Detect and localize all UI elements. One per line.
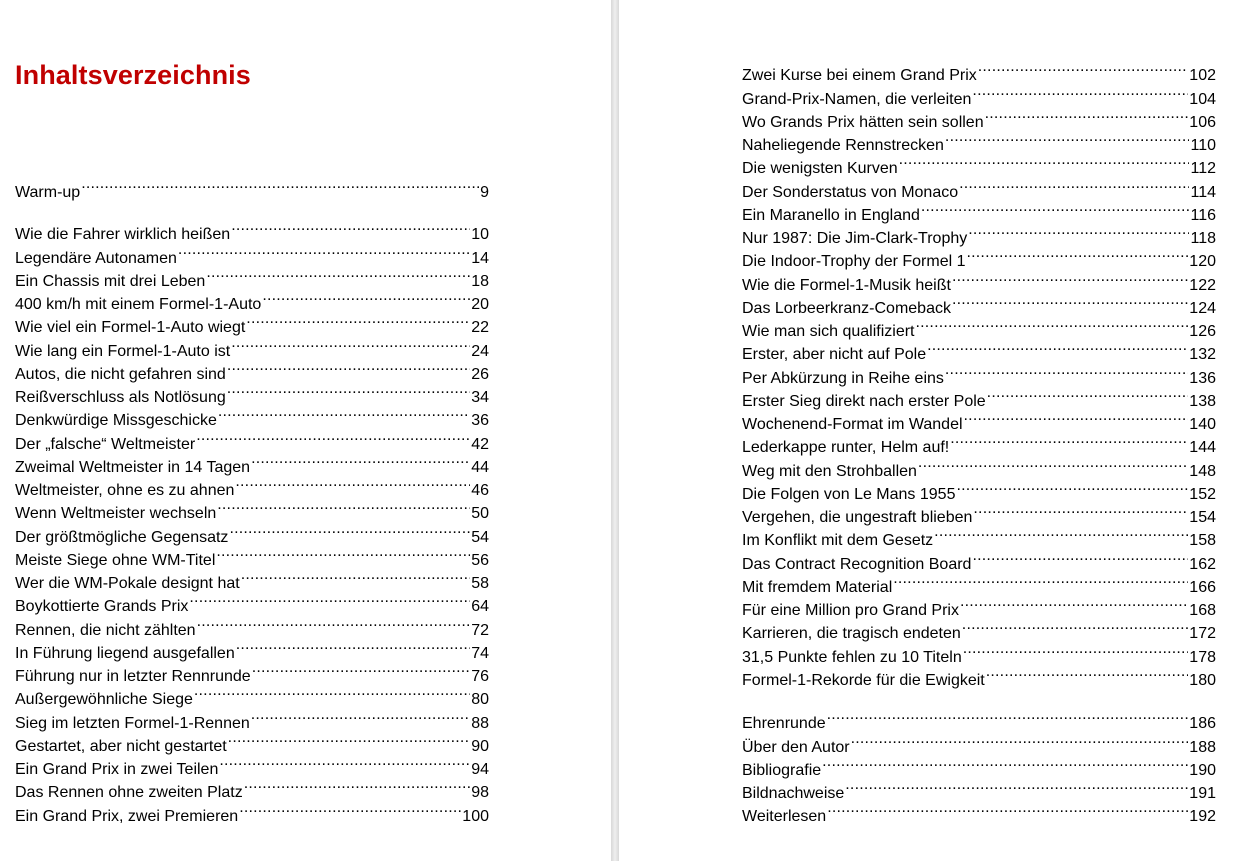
- toc-leader-dots: [978, 57, 1189, 80]
- toc-entry-page-number: 64: [471, 598, 489, 616]
- toc-entry-title: Weiterlesen: [742, 808, 827, 826]
- toc-leader-dots: [827, 798, 1188, 821]
- toc-entry-page-number: 172: [1189, 625, 1216, 643]
- toc-entry-title: Bildnachweise: [742, 785, 845, 802]
- toc-entry-title: Formel-1-Rekorde für die Ewigkeit: [742, 671, 985, 689]
- toc-entry-page-number: 56: [471, 551, 489, 569]
- toc-entry-page-number: 104: [1189, 90, 1216, 108]
- toc-entry-title: Weltmeister, ohne es zu ahnen: [15, 482, 235, 499]
- toc-entry-title: 31,5 Punkte fehlen zu 10 Titeln: [742, 648, 962, 666]
- toc-entry-title: Boykottierte Grands Prix: [15, 598, 189, 616]
- page-title: Inhaltsverzeichnis: [15, 60, 251, 90]
- toc-leader-dots: [178, 239, 470, 262]
- toc-entry-title: Der „falsche“ Weltmeister: [15, 435, 196, 453]
- toc-entry-title: Ehrenrunde: [742, 715, 826, 733]
- toc-entry-page-number: 126: [1189, 323, 1216, 340]
- toc-entry: [742, 57, 1216, 85]
- toc-leader-dots: [987, 383, 1189, 406]
- toc-entry-page-number: 152: [1189, 485, 1216, 503]
- toc-leader-dots: [81, 174, 479, 197]
- toc-leader-dots: [986, 662, 1189, 685]
- toc-leader-dots: [899, 150, 1190, 173]
- toc-entry-page-number: 120: [1189, 253, 1216, 271]
- toc-entry-title: Ein Grand Prix in zwei Teilen: [15, 761, 219, 778]
- toc-leader-dots: [227, 379, 470, 402]
- toc-leader-dots: [189, 588, 470, 611]
- toc-leader-dots: [921, 197, 1190, 220]
- toc-list: [742, 57, 1216, 689]
- toc-entry-page-number: 90: [471, 737, 489, 755]
- toc-entry-title: Meiste Siege ohne WM-Titel: [15, 551, 216, 569]
- toc-leader-dots: [251, 449, 470, 472]
- toc-entry-page-number: 178: [1189, 648, 1216, 666]
- toc-entry-title: Ein Maranello in England: [742, 206, 920, 224]
- toc-list: [742, 705, 1216, 826]
- toc-leader-dots: [973, 499, 1188, 522]
- toc-entry-title: Ein Chassis mit drei Leben: [15, 272, 206, 290]
- toc-entry-title: Wie die Fahrer wirklich heißen: [15, 226, 231, 244]
- toc-entry-title: Mit fremdem Material: [742, 578, 893, 596]
- toc-leader-dots: [219, 751, 470, 774]
- toc-leader-dots: [216, 542, 470, 565]
- toc-entry-page-number: 140: [1189, 416, 1216, 433]
- toc-leader-dots: [227, 356, 470, 379]
- page-gutter: [611, 0, 619, 861]
- toc-entry-page-number: 46: [471, 482, 489, 499]
- toc-leader-dots: [229, 518, 470, 541]
- toc-entry-page-number: 26: [471, 365, 489, 383]
- toc-entry-title: In Führung liegend ausgefallen: [15, 644, 235, 662]
- toc-entry-title: Außergewöhnliche Siege: [15, 691, 193, 709]
- toc-leader-dots: [194, 681, 470, 704]
- toc-entry-page-number: 100: [462, 807, 489, 825]
- toc-entry-page-number: 18: [471, 272, 489, 290]
- toc-leader-dots: [945, 359, 1188, 382]
- toc-leader-dots: [239, 797, 461, 820]
- toc-leader-dots: [950, 429, 1188, 452]
- toc-leader-dots: [963, 638, 1189, 661]
- toc-leader-dots: [231, 332, 470, 355]
- toc-entry-title: Bibliografie: [742, 761, 822, 779]
- toc-entry-page-number: 9: [480, 184, 489, 202]
- toc-entry-title: Führung nur in letzter Rennrunde: [15, 668, 251, 685]
- toc-leader-dots: [952, 266, 1188, 289]
- toc-entry-page-number: 98: [471, 784, 489, 802]
- toc-entry-title: Legendäre Autonamen: [15, 249, 177, 267]
- toc-entry-title: Wer die WM-Pokale designt hat: [15, 575, 240, 592]
- toc-entry-title: Erster Sieg direkt nach erster Pole: [742, 392, 986, 410]
- toc-entry-page-number: 72: [471, 621, 489, 639]
- toc-leader-dots: [956, 476, 1188, 499]
- toc-entry-page-number: 122: [1189, 276, 1216, 294]
- toc-entry-page-number: 180: [1189, 671, 1216, 689]
- toc-leader-dots: [236, 635, 470, 658]
- toc-entry-page-number: 80: [471, 691, 489, 709]
- toc-entry-page-number: 76: [471, 668, 489, 685]
- toc-leader-dots: [822, 752, 1188, 775]
- toc-entry-page-number: 138: [1189, 392, 1216, 410]
- toc-entry-page-number: 20: [471, 296, 489, 313]
- toc-leader-dots: [985, 104, 1189, 127]
- toc-entry-title: Reißverschluss als Notlösung: [15, 389, 226, 406]
- toc-leader-dots: [945, 127, 1190, 150]
- toc-entry-page-number: 166: [1189, 578, 1216, 596]
- toc-entry-title: Wie man sich qualifiziert: [742, 323, 915, 340]
- toc-entry-title: Grand-Prix-Namen, die verleiten: [742, 90, 972, 108]
- toc-entry-page-number: 186: [1189, 715, 1216, 733]
- toc-entry-title: Wie viel ein Formel-1-Auto wiegt: [15, 319, 246, 337]
- toc-entry-page-number: 144: [1189, 439, 1216, 457]
- toc-entry-page-number: 158: [1189, 532, 1216, 550]
- toc-entry-page-number: 132: [1189, 346, 1216, 364]
- toc-entry-page-number: 110: [1190, 137, 1216, 154]
- toc-entry-page-number: 148: [1189, 462, 1216, 480]
- toc-entry-title: Wie die Formel-1-Musik heißt: [742, 276, 951, 294]
- toc-leader-dots: [952, 290, 1188, 313]
- toc-entry-title: Per Abkürzung in Reihe eins: [742, 369, 944, 387]
- toc-leader-dots: [217, 495, 470, 518]
- toc-leader-dots: [964, 406, 1189, 429]
- toc-entry-title: Weg mit den Strohballen: [742, 462, 917, 480]
- toc-entry-page-number: 168: [1189, 602, 1216, 619]
- toc-entry-page-number: 14: [471, 249, 489, 267]
- left-page: [0, 0, 611, 861]
- toc-entry-title: Zweimal Weltmeister in 14 Tagen: [15, 458, 251, 476]
- toc-entry-page-number: 34: [471, 389, 489, 406]
- toc-entry: [742, 705, 1216, 733]
- toc-entry-title: Über den Autor: [742, 738, 850, 756]
- toc-leader-dots: [241, 565, 471, 588]
- toc-entry-page-number: 10: [471, 226, 489, 244]
- toc-entry-title: Der größtmögliche Gegensatz: [15, 528, 229, 546]
- toc-entry-title: Im Konflikt mit dem Gesetz: [742, 532, 934, 550]
- toc-entry-title: Der Sonderstatus von Monaco: [742, 183, 959, 201]
- toc-leader-dots: [827, 705, 1189, 728]
- toc-entry-page-number: 24: [471, 342, 489, 360]
- toc-leader-dots: [262, 286, 470, 309]
- toc-entry-title: Denkwürdige Missgeschicke: [15, 412, 217, 430]
- toc-entry-title: Erster, aber nicht auf Pole: [742, 346, 927, 364]
- toc-entry-title: Naheliegende Rennstrecken: [742, 137, 944, 154]
- toc-entry-title: Die Indoor-Trophy der Formel 1: [742, 253, 966, 271]
- toc-entry-page-number: 114: [1190, 183, 1216, 201]
- toc-leader-dots: [972, 80, 1188, 103]
- toc-entry-title: Gestartet, aber nicht gestartet: [15, 737, 227, 755]
- toc-entry-title: Das Lorbeerkranz-Comeback: [742, 299, 951, 317]
- toc-entry: [15, 174, 489, 202]
- toc-entry-page-number: 162: [1189, 555, 1216, 573]
- toc-leader-dots: [251, 704, 470, 727]
- toc-entry-page-number: 50: [471, 505, 489, 523]
- toc-leader-dots: [918, 452, 1188, 475]
- toc-leader-dots: [916, 313, 1189, 336]
- toc-leader-dots: [244, 774, 471, 797]
- toc-leader-dots: [959, 173, 1189, 196]
- toc-entry-page-number: 44: [471, 458, 489, 476]
- toc-entry-title: Die wenigsten Kurven: [742, 160, 898, 178]
- toc-entry-page-number: 36: [471, 412, 489, 430]
- right-page: [619, 0, 1233, 861]
- toc-entry-page-number: 106: [1189, 113, 1216, 131]
- toc-entry-title: Wo Grands Prix hätten sein sollen: [742, 113, 984, 131]
- toc-entry-title: Das Contract Recognition Board: [742, 555, 972, 573]
- toc-leader-dots: [927, 336, 1188, 359]
- toc-entry-title: Das Rennen ohne zweiten Platz: [15, 784, 243, 802]
- toc-leader-dots: [246, 309, 470, 332]
- toc-entry-page-number: 154: [1189, 509, 1216, 526]
- toc-entry-page-number: 136: [1189, 369, 1216, 387]
- toc-entry-page-number: 22: [471, 319, 489, 337]
- toc-leader-dots: [934, 522, 1188, 545]
- toc-leader-dots: [228, 728, 471, 751]
- toc-entry-title: Wie lang ein Formel-1-Auto ist: [15, 342, 231, 360]
- toc-entry-page-number: 188: [1189, 738, 1216, 756]
- toc-entry: [15, 216, 489, 244]
- toc-entry-page-number: 88: [471, 714, 489, 732]
- toc-entry-page-number: 191: [1189, 785, 1216, 802]
- toc-list: [15, 174, 489, 202]
- toc-leader-dots: [845, 775, 1188, 798]
- toc-leader-dots: [972, 545, 1188, 568]
- toc-entry-title: Ein Grand Prix, zwei Premieren: [15, 807, 239, 825]
- toc-entry-title: Wochenend-Format im Wandel: [742, 416, 963, 433]
- toc-leader-dots: [960, 592, 1188, 615]
- toc-entry-page-number: 124: [1189, 299, 1216, 317]
- toc-entry-page-number: 112: [1190, 160, 1216, 178]
- toc-leader-dots: [962, 615, 1189, 638]
- toc-entry-page-number: 94: [471, 761, 489, 778]
- toc-leader-dots: [197, 611, 471, 634]
- toc-leader-dots: [967, 243, 1189, 266]
- toc-entry-page-number: 42: [471, 435, 489, 453]
- toc-entry-page-number: 118: [1190, 230, 1216, 247]
- toc-leader-dots: [235, 472, 470, 495]
- toc-entry-page-number: 102: [1189, 67, 1216, 85]
- toc-entry-title: Lederkappe runter, Helm auf!: [742, 439, 950, 457]
- toc-list: [15, 216, 489, 825]
- toc-leader-dots: [893, 569, 1188, 592]
- toc-leader-dots: [252, 658, 471, 681]
- toc-entry-page-number: 58: [471, 575, 489, 592]
- toc-leader-dots: [218, 402, 470, 425]
- toc-entry-title: Wenn Weltmeister wechseln: [15, 505, 217, 523]
- toc-entry-title: Vergehen, die ungestraft blieben: [742, 509, 973, 526]
- toc-entry-title: Rennen, die nicht zählten: [15, 621, 196, 639]
- toc-entry-page-number: 190: [1189, 761, 1216, 779]
- toc-entry-page-number: 192: [1189, 808, 1216, 826]
- toc-entry-page-number: 74: [471, 644, 489, 662]
- toc-leader-dots: [851, 728, 1189, 751]
- toc-entry-title: Sieg im letzten Formel-1-Rennen: [15, 714, 250, 732]
- toc-entry-title: Warm-up: [15, 184, 81, 202]
- toc-entry-title: Die Folgen von Le Mans 1955: [742, 485, 956, 503]
- toc-leader-dots: [231, 216, 470, 239]
- toc-entry-title: Nur 1987: Die Jim-Clark-Trophy: [742, 230, 968, 247]
- toc-leader-dots: [196, 425, 470, 448]
- toc-entry-title: Karrieren, die tragisch endeten: [742, 625, 961, 643]
- toc-leader-dots: [206, 263, 470, 286]
- toc-leader-dots: [968, 220, 1189, 243]
- toc-entry-title: Autos, die nicht gefahren sind: [15, 365, 226, 383]
- toc-entry-title: 400 km/h mit einem Formel-1-Auto: [15, 296, 262, 313]
- toc-entry-title: Für eine Million pro Grand Prix: [742, 602, 959, 619]
- toc-entry-title: Zwei Kurse bei einem Grand Prix: [742, 67, 977, 85]
- toc-entry-page-number: 54: [471, 528, 489, 546]
- toc-entry-page-number: 116: [1190, 206, 1216, 224]
